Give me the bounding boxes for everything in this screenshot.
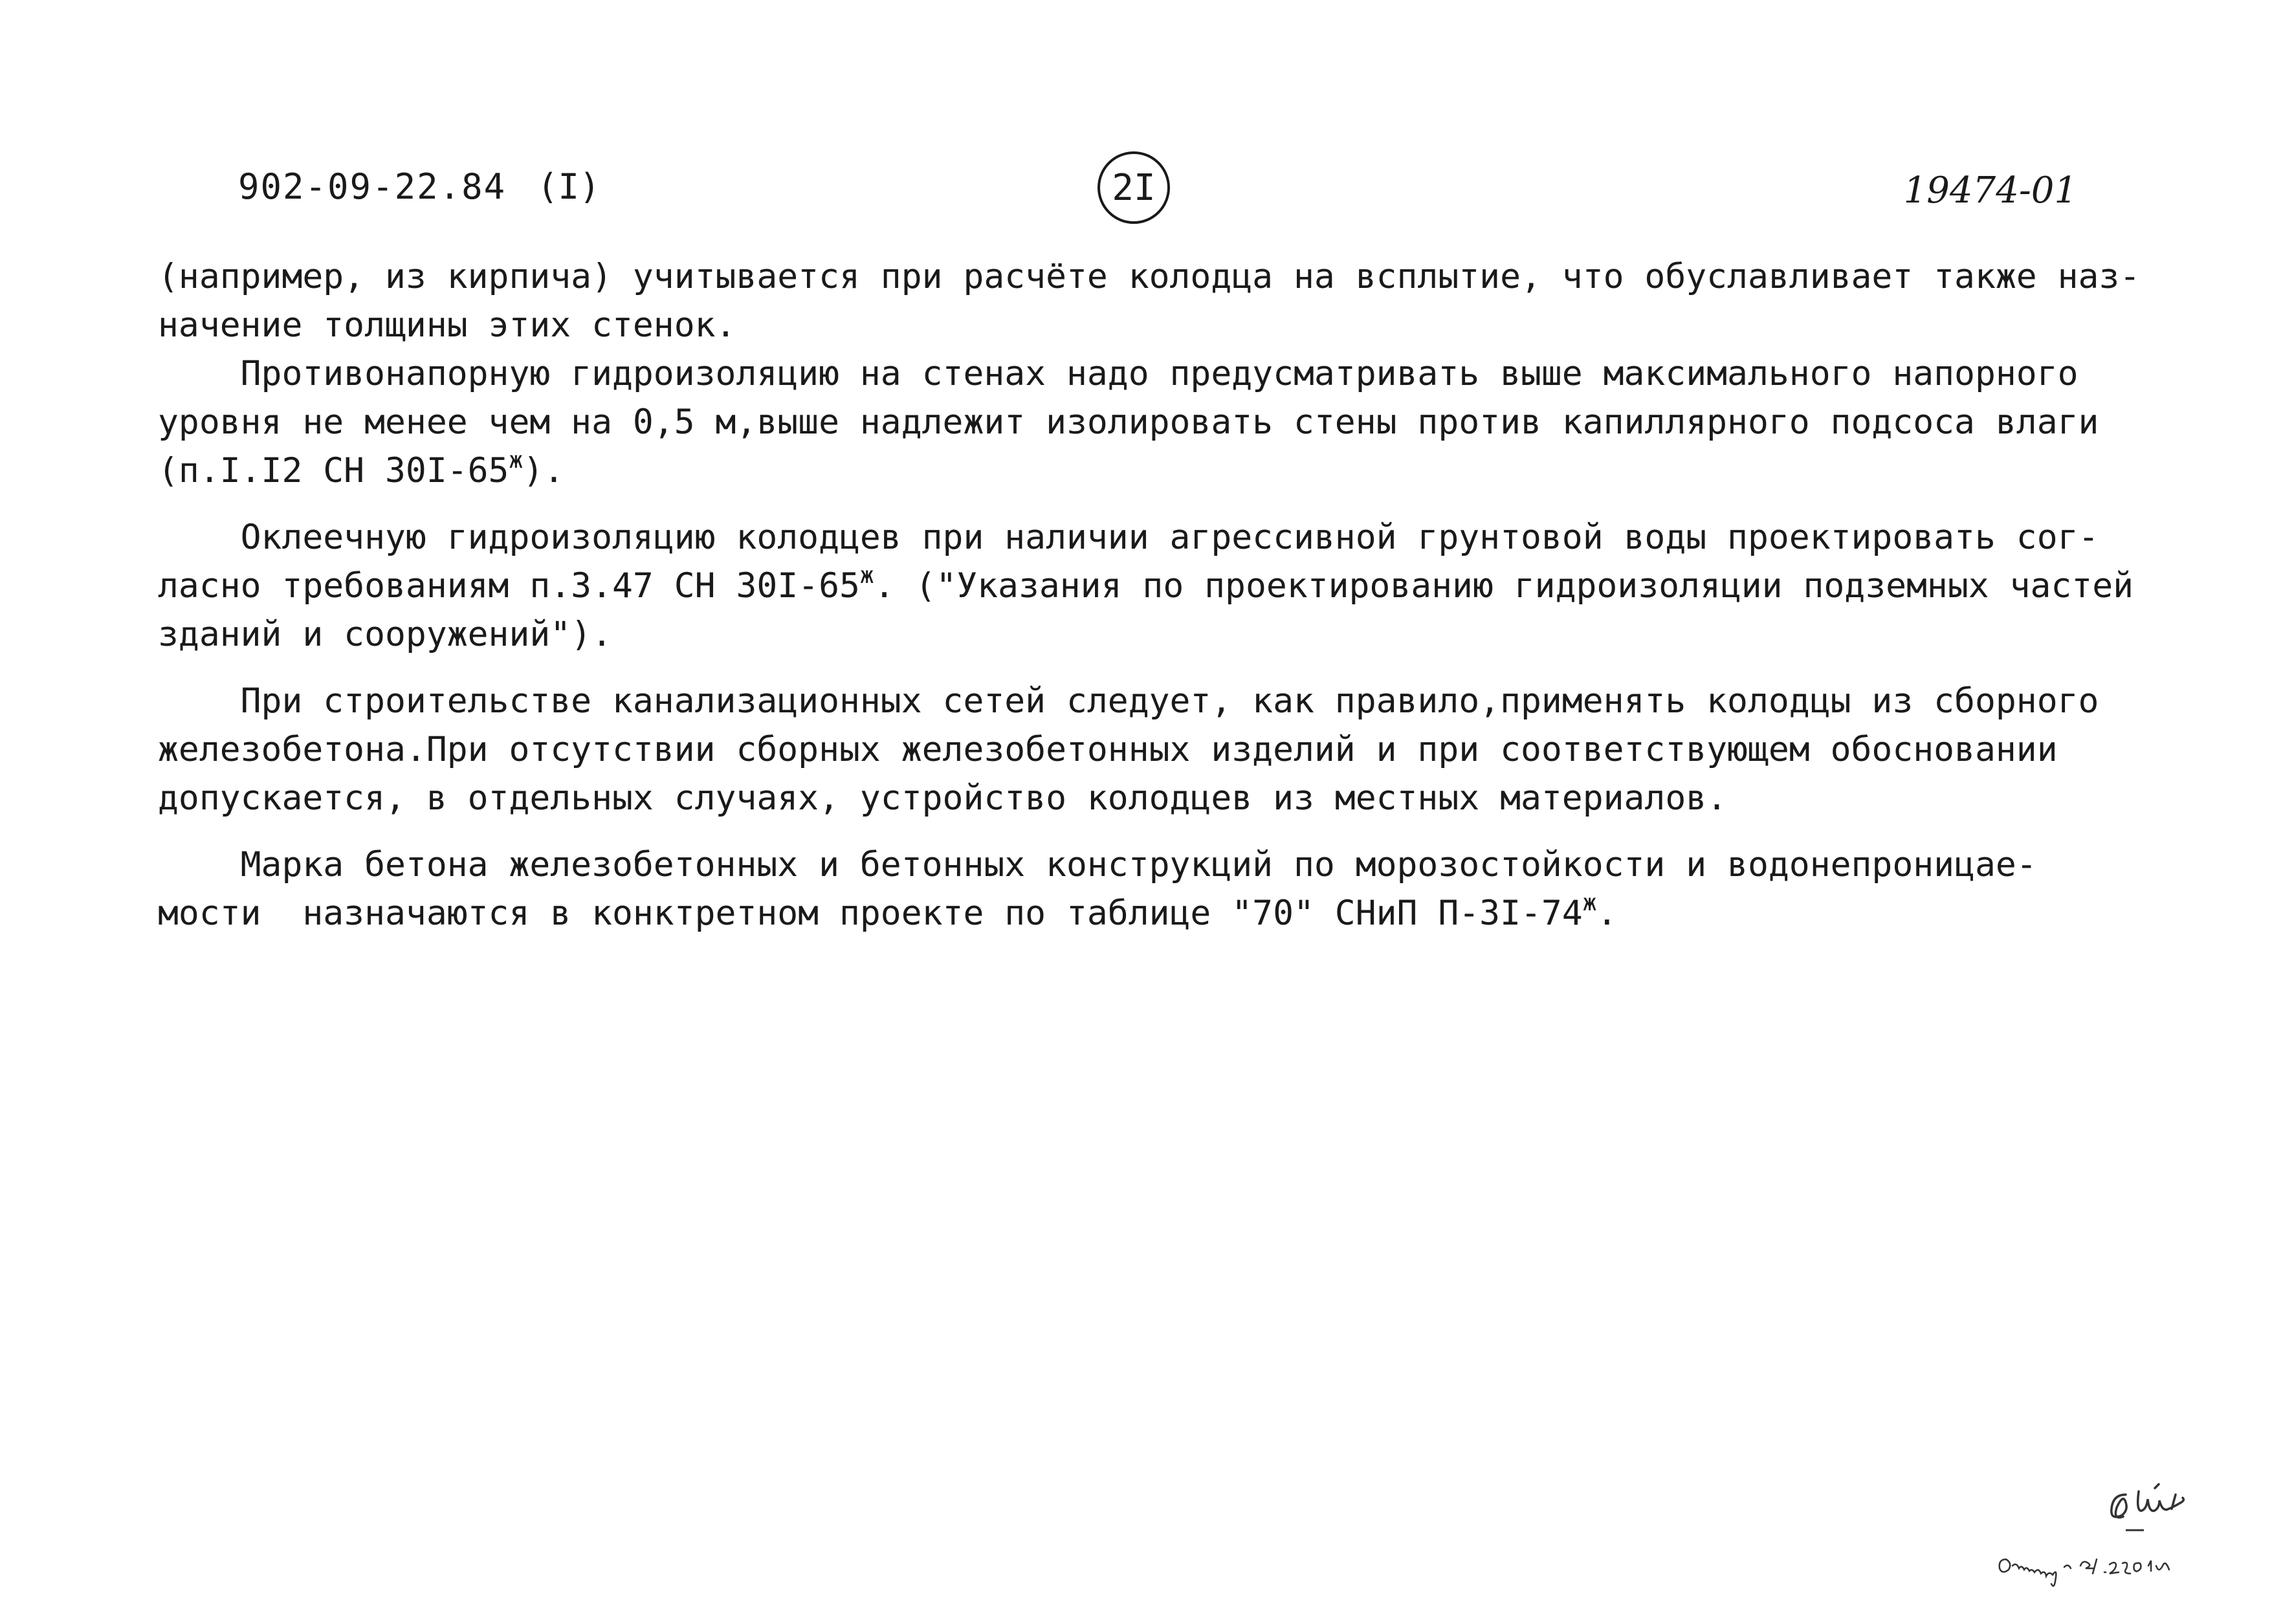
text-line: Марка бетона железобетонных и бетонных конструкций по морозостойкости и водонепроницае-: [158, 845, 2037, 884]
superscript-mark: ж: [1582, 890, 1597, 916]
text-line: допускается, в отдельных случаях, устройство колодцев из местных материалов.: [158, 778, 1728, 818]
body-text: [158, 252, 2141, 938]
text-fragment: .: [1596, 894, 1618, 933]
paragraph-4: [158, 677, 2099, 822]
text-line: начение толщины этих стенок.: [158, 305, 736, 345]
text-line: Противонапорную гидроизоляцию на стенах надо предусматривать выше максимального напорного: [158, 354, 2079, 393]
document-code: 902-09-22.84: [238, 166, 507, 207]
text-fragment: ).: [523, 451, 564, 490]
handwritten-signature: [1993, 1469, 2213, 1592]
text-fragment: ласно требованиям п.3.47 СН 30I-65: [158, 566, 860, 606]
sheet-part: (I): [537, 166, 601, 207]
text-line: уровня не менее чем на 0,5 м,выше надлежит изолировать стены против капиллярного подсоса влаги: [158, 402, 2099, 442]
text-line: [158, 889, 2080, 938]
page-number-circle: [1097, 151, 1170, 224]
text-line: железобетона.При отсутствии сборных железобетонных изделий и при соответствующем обосновании: [158, 730, 2058, 769]
text-line: Оклеечную гидроизоляцию колодцев при наличии агрессивной грунтовой воды проектировать сог-: [158, 518, 2099, 557]
paragraph-1: [158, 252, 2141, 349]
text-line: [158, 562, 2134, 610]
paragraph-3: [158, 513, 2134, 659]
page-number: 2I: [1112, 166, 1156, 209]
text-fragment: (п.I.I2 СН 30I-65: [158, 451, 509, 490]
text-fragment: мости назначаются в конктретном проекте по таблице "70" СНиП П-3I-74: [158, 894, 1583, 933]
text-line: [158, 446, 2080, 495]
paragraph-2: [158, 349, 2099, 495]
superscript-mark: ж: [509, 447, 524, 474]
text-fragment: . ("Указания по проектированию гидроизоляции подземных частей: [874, 566, 2134, 606]
paragraph-5: [158, 840, 2080, 938]
text-line: зданий и сооружений").: [158, 615, 612, 654]
text-line: (например, из кирпича) учитывается при расчёте колодца на всплытие, что обуславливает также наз-: [158, 257, 2141, 296]
superscript-mark: ж: [859, 562, 874, 589]
text-line: При строительстве канализационных сетей следует, как правило,применять колодцы из сборного: [158, 681, 2099, 721]
inventory-number: 19474-01: [1903, 170, 2077, 212]
signature-drawing: [1993, 1469, 2213, 1592]
